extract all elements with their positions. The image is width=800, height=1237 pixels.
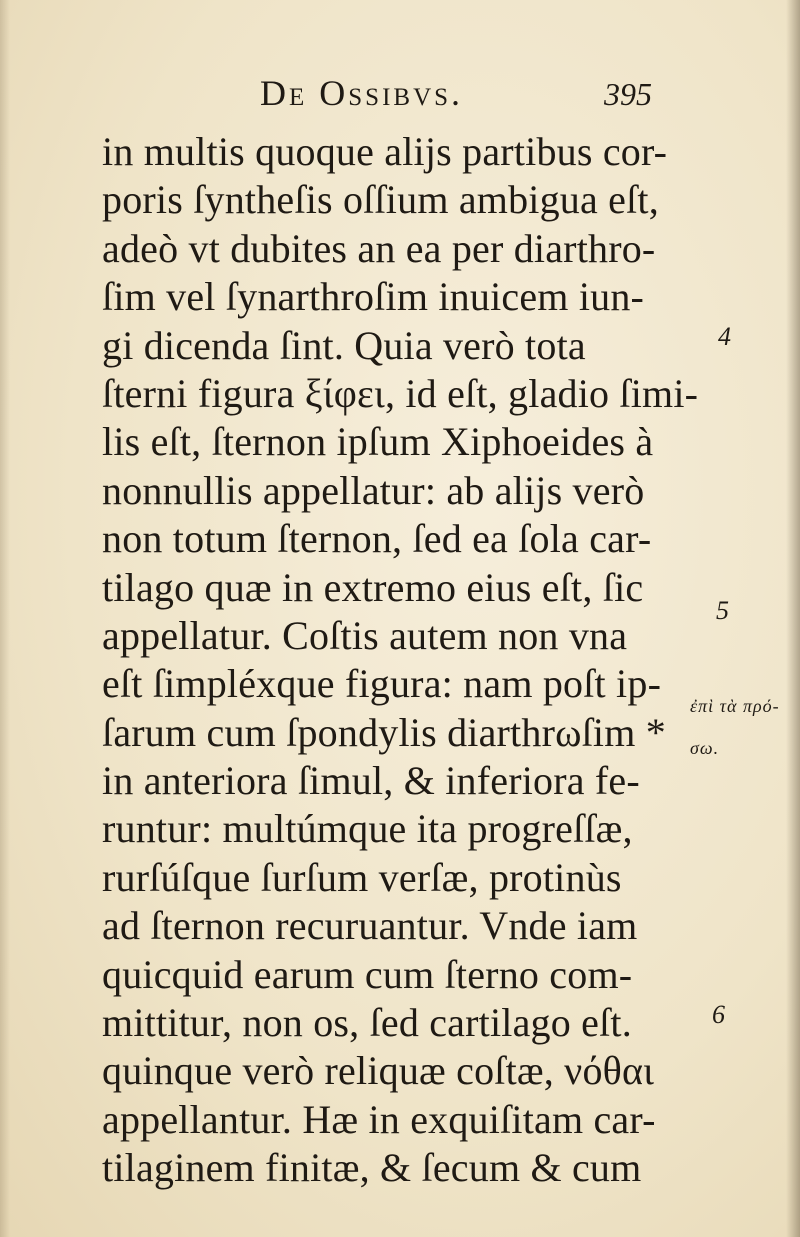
text-line: poris ſyntheſis oſſium ambigua eſt,	[102, 177, 659, 223]
text-line: nonnullis appellatur: ab alijs verò	[102, 467, 645, 513]
text-line: eſt ſimpléxque figura: nam poſt ip-	[102, 661, 662, 707]
text-line: adeò vt dubites an ea per diarthro-	[102, 225, 656, 271]
text-line: runtur: multúmque ita progreſſæ,	[102, 806, 633, 852]
text-line: tilaginem finitæ, & ſecum & cum	[102, 1145, 642, 1191]
text-line: lis eſt, ſternon ipſum Xiphoeides à	[102, 419, 654, 465]
text-line: ſarum cum ſpondylis diarthrωſim *	[102, 709, 666, 755]
running-head-title: De Ossibvs.	[260, 73, 464, 113]
margin-note-5: 5	[716, 596, 729, 625]
text-line: quicquid earum cum ſterno com-	[102, 951, 633, 997]
margin-note-greek-1: ἐπὶ τὰ πρό-	[690, 696, 780, 716]
running-head	[100, 72, 660, 122]
text-line: tilago quæ in extremo eius eſt, ſic	[102, 564, 644, 610]
margin-note-greek-2: σω.	[690, 738, 720, 758]
text-line: appellantur. Hæ in exquiſitam car-	[102, 1096, 656, 1142]
body-text	[102, 128, 699, 1193]
text-line: mittitur, non os, ſed cartilago eſt.	[102, 1000, 632, 1046]
text-line: in anteriora ſimul, & inferiora fe-	[102, 758, 640, 804]
text-line: quinque verò reliquæ coſtæ, νόθαι	[102, 1048, 655, 1094]
page-shadow-left	[0, 0, 10, 1237]
text-line: ad ſternon recuruantur. Vnde iam	[102, 903, 638, 949]
text-line: in multis quoque alijs partibus cor-	[102, 129, 668, 174]
margin-note-6: 6	[712, 1000, 725, 1029]
text-line: rurſúſque ſurſum verſæ, protinùs	[102, 854, 622, 900]
page-number: 395	[604, 76, 652, 112]
text-line: non totum ſternon, ſed ea ſola car-	[102, 516, 652, 562]
text-line: gi dicenda ſint. Quia verò tota	[102, 322, 586, 368]
margin-note-4: 4	[718, 322, 731, 351]
page-shadow-right	[786, 0, 800, 1237]
text-line: ſterni figura ξίφει, id eſt, gladio ſimi-	[102, 370, 699, 416]
text-line: ſim vel ſynarthroſim inuicem iun-	[102, 274, 645, 320]
text-line: appellatur. Coſtis autem non vna	[102, 612, 628, 658]
